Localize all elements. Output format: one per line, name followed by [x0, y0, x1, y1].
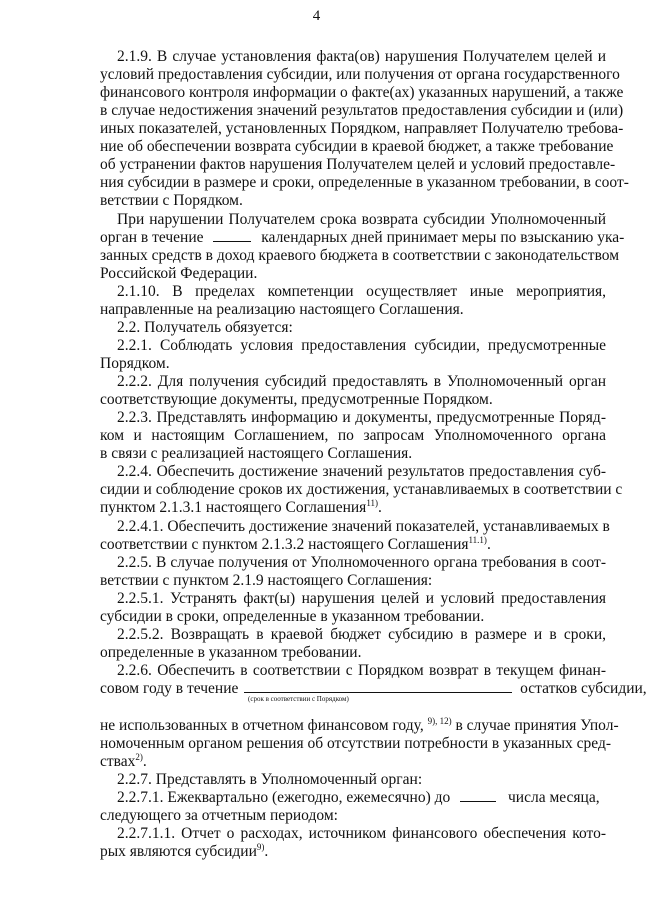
text-line-with-blank: [100, 229, 625, 247]
text-line-with-footnote: пунктом 2.1.3.1 настоящего Соглашения$^{11)}$.: [100, 497, 382, 516]
text-fragment: орган в течение: [100, 229, 204, 246]
blank-field-caption: (срок в соответствии с Порядком): [248, 695, 349, 703]
text-line-with-blank: [117, 789, 606, 807]
text-line: соответствующие документы, предусмотренные Порядком.: [100, 391, 493, 408]
page-number: 4: [312, 8, 321, 24]
text-line: иных показателей, установленных Порядком, направляет Получателю требова-: [100, 120, 624, 137]
text-line: условий предоставления субсидии, или получения от органа государственного: [100, 66, 620, 83]
text-line: 2.1.10. В пределах компетенции осуществляет иные мероприятия,: [117, 283, 606, 300]
text-line: Российской Федерации.: [100, 265, 258, 282]
text-line: Порядком.: [100, 355, 170, 372]
footnote-ref: 9): [256, 841, 265, 852]
text-line: 2.2.5.1. Устранять факт(ы) нарушения целей и условий предоставления: [117, 590, 606, 607]
text-line-with-blank: [100, 680, 647, 698]
days-blank-field: [213, 229, 251, 242]
text-line: ком и настоящим Соглашением, по запросам Уполномоченного органа: [100, 427, 606, 444]
text-line: 2.2.4. Обеспечить достижение значений результатов предоставления суб-: [117, 463, 606, 480]
text-line: финансового контроля информации о факте(ах) указанных нарушений, а также: [100, 84, 624, 101]
footnote-ref: 9), 12): [427, 715, 452, 726]
text-line-with-footnote: рых являются субсидии$^{9)}$.: [100, 841, 269, 860]
text-line-with-footnote: [100, 715, 619, 735]
text-line: определенные в указанном требовании.: [100, 644, 362, 661]
footnote-ref: 11): [366, 497, 378, 508]
text-line: направленные на реализацию настоящего Соглашения.: [100, 301, 464, 318]
text-line: сидии и соблюдение сроков их достижения, устанавливаемых в соответствии с: [100, 481, 623, 498]
text-fragment: рых являются субсидии: [100, 843, 257, 860]
text-line: 2.1.9. В случае установления факта(ов) нарушения Получателем целей и: [117, 48, 606, 65]
text-line: субсидии в сроки, определенные в указанном требовании.: [100, 608, 485, 625]
footnote-ref: 2): [135, 751, 143, 762]
text-line: При нарушении Получателем срока возврата субсидии Уполномоченный: [117, 211, 606, 228]
text-fragment: календарных дней принимает меры по взысканию ука-: [261, 229, 625, 246]
text-fragment: 2.2.7.1. Ежеквартально (ежегодно, ежемесячно) до: [117, 789, 451, 806]
text-line-with-footnote: ствах$^{2)}$.: [100, 751, 147, 770]
text-line: 2.2.2. Для получения субсидий предоставлять в Уполномоченный орган: [117, 373, 606, 390]
text-fragment: совом году в течение: [100, 680, 239, 697]
text-fragment: остатков субсидии,: [520, 680, 647, 697]
text-line: занных средств в доход краевого бюджета в соответствии с законодательством: [100, 247, 620, 264]
text-line: 2.2.3. Представлять информацию и документы, предусмотренные Поряд-: [117, 409, 606, 426]
footnote-ref: 11.1): [468, 534, 487, 545]
text-line: об устранении фактов нарушения Получателем целей и условий предоставле-: [100, 156, 616, 173]
text-line: 2.2.1. Соблюдать условия предоставления субсидии, предусмотренные: [117, 337, 606, 354]
text-line: ветствии с Порядком.: [100, 192, 243, 209]
text-line-with-footnote: соответствии с пунктом 2.1.3.2 настоящего Соглашения$^{11.1)}$.: [100, 534, 491, 553]
text-line: номоченным органом решения об отсутствии потребности в указанных сред-: [100, 735, 612, 752]
text-line: 2.2.7.1.1. Отчет о расходах, источником финансового обеспечения кото-: [117, 825, 606, 842]
text-fragment: ствах: [100, 753, 136, 770]
text-line: 2.2.5. В случае получения от Уполномоченного органа требования в соот-: [117, 554, 606, 571]
text-line: 2.2.7. Представлять в Уполномоченный орган:: [117, 771, 423, 788]
text-line: следующего за отчетным периодом:: [100, 807, 338, 824]
text-fragment: пунктом 2.1.3.1 настоящего Соглашения: [100, 499, 367, 516]
text-line: 2.2.5.2. Возвращать в краевой бюджет субсидию в размере и в сроки,: [117, 626, 606, 643]
text-line: ния субсидии в размере и сроки, определенные в указанном требовании, в соот-: [100, 174, 629, 191]
text-fragment: в случае принятия Упол-: [455, 717, 619, 734]
text-fragment: соответствии с пунктом 2.1.3.2 настоящего Соглашения: [100, 536, 469, 553]
text-line: ветствии с пунктом 2.1.9 настоящего Соглашения:: [100, 572, 433, 589]
text-line: в связи с реализацией настоящего Соглашения.: [100, 445, 413, 462]
text-fragment: числа месяца,: [508, 789, 600, 806]
text-line: 2.2. Получатель обязуется:: [117, 319, 293, 336]
text-line: в случае недостижения значений результатов предоставления субсидии и (или): [100, 102, 624, 119]
text-line: 2.2.4.1. Обеспечить достижение значений показателей, устанавливаемых в: [117, 518, 610, 535]
term-blank-field: [244, 680, 512, 693]
text-line: ние об обеспечении возврата субсидии в краевой бюджет, а также требование: [100, 138, 614, 155]
day-blank-field: [460, 789, 496, 802]
text-line: 2.2.6. Обеспечить в соответствии с Порядком возврат в текущем финан-: [117, 662, 606, 679]
text-fragment: не использованных в отчетном финансовом году,: [100, 717, 424, 734]
